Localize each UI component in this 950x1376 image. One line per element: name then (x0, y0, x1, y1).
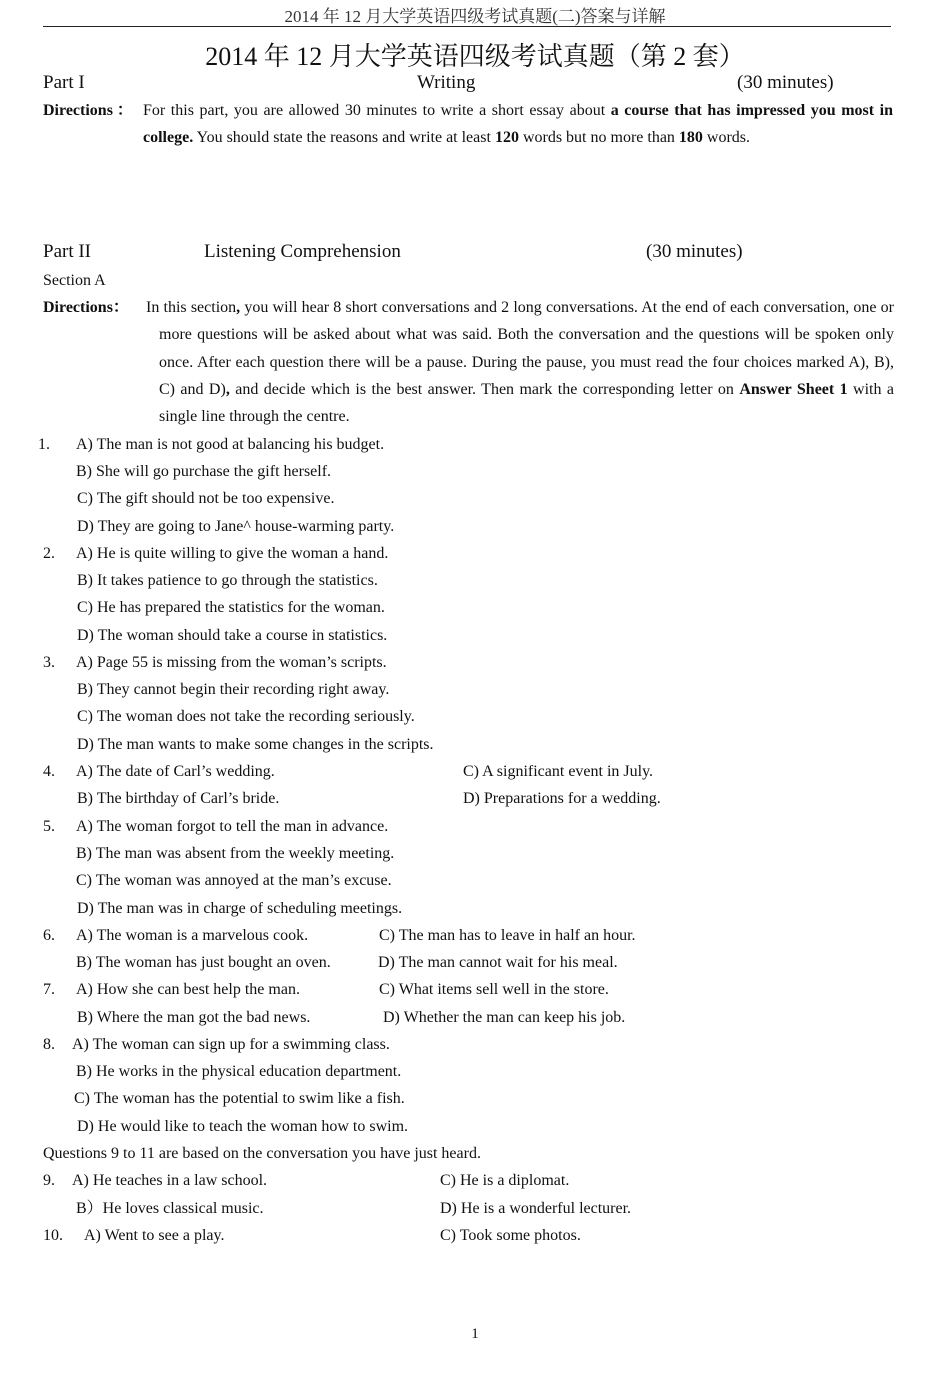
part2-directions: In this section, you will hear 8 short conversations and 2 long conversations. At the end of each conversation, one or more questions will be asked about what was said. Both the conversation and the questions will be spoken only once. After each question there will be a pause. During the pause, you must read the four choices marked A), B), C) and D), and decide which is the best answer. Then mark the corresponding letter on Answer Sheet 1 with a single line through the centre. (146, 299, 895, 426)
page-number: 1 (471, 1326, 479, 1342)
section-a-heading: Section A (43, 272, 106, 289)
header-rule (43, 26, 891, 27)
question-number: 7. (43, 981, 55, 998)
option-b: B) Where the man got the bad news. (77, 1009, 311, 1026)
option-d: D) He is a wonderful lecturer. (440, 1200, 632, 1217)
question-number: 6. (43, 927, 55, 944)
option-d: D) Preparations for a wedding. (463, 790, 661, 807)
part1-directions-label: Directions ： (43, 102, 133, 119)
option-a: A) The woman forgot to tell the man in advance. (76, 818, 389, 835)
option-d: D) The woman should take a course in statistics. (77, 627, 388, 644)
option-c: C) The gift should not be too expensive. (77, 490, 335, 507)
option-b: B) She will go purchase the gift herself. (76, 463, 332, 480)
option-a: A) The date of Carl’s wedding. (76, 763, 275, 780)
option-c: C) Took some photos. (440, 1227, 581, 1244)
option-a: A) Went to see a play. (84, 1227, 225, 1244)
question-number: 3. (43, 654, 55, 671)
long-conversation-note: Questions 9 to 11 are based on the conversation you have just heard. (43, 1145, 481, 1162)
option-b: B) The birthday of Carl’s bride. (77, 790, 280, 807)
option-c: C) A significant event in July. (463, 763, 654, 780)
question-number: 2. (43, 545, 55, 562)
part1-directions: For this part, you are allowed 30 minutes to write a short essay about a course that has impressed you most in college. You should state the reasons and write at least 120 words but no more than 180 words. (143, 102, 894, 147)
option-b: B) He works in the physical education department. (76, 1063, 402, 1080)
option-c: C) The man has to leave in half an hour. (379, 927, 636, 944)
part1-name: Writing (417, 72, 476, 93)
option-c: C) What items sell well in the store. (379, 981, 609, 998)
question-number: 9. (43, 1172, 55, 1189)
question-number: 8. (43, 1036, 55, 1053)
option-b: B) The man was absent from the weekly meeting. (76, 845, 395, 862)
option-b: B) It takes patience to go through the statistics. (77, 572, 378, 589)
option-c: C) He has prepared the statistics for the woman. (77, 599, 385, 616)
option-c: C) The woman does not take the recording seriously. (77, 708, 415, 725)
part2-name: Listening Comprehension (204, 241, 401, 262)
part2-time: (30 minutes) (646, 241, 743, 262)
question-number: 10. (43, 1227, 63, 1244)
running-head: 2014 年 12 月大学英语四级考试真题(二)答案与详解 (284, 7, 666, 26)
part2-label: Part II (43, 241, 92, 262)
option-a: A) He is quite willing to give the woman a hand. (76, 545, 389, 562)
part1-label: Part I (43, 72, 85, 93)
option-a: A) The woman is a marvelous cook. (76, 927, 309, 944)
option-a: A) Page 55 is missing from the woman’s scripts. (76, 654, 387, 671)
option-d: D) The man cannot wait for his meal. (378, 954, 618, 971)
option-d: D) Whether the man can keep his job. (383, 1009, 626, 1026)
option-d: D) The man wants to make some changes in the scripts. (77, 736, 434, 753)
option-c: C) The woman was annoyed at the man’s excuse. (76, 872, 392, 889)
option-d: D) He would like to teach the woman how to swim. (77, 1118, 409, 1135)
option-a: A) How she can best help the man. (76, 981, 300, 998)
option-b: B）He loves classical music. (76, 1200, 264, 1217)
option-d: D) The man was in charge of scheduling meetings. (77, 900, 403, 917)
question-number: 5. (43, 818, 55, 835)
option-a: A) The man is not good at balancing his budget. (76, 436, 385, 453)
part2-directions-label: Directions： (43, 299, 129, 316)
option-b: B) They cannot begin their recording right away. (77, 681, 390, 698)
page-title: 2014 年 12 月大学英语四级考试真题（第 2 套） (205, 42, 745, 71)
option-d: D) They are going to Jane^ house-warming party. (77, 518, 395, 535)
option-c: C) The woman has the potential to swim like a fish. (74, 1090, 405, 1107)
question-number: 4. (43, 763, 55, 780)
option-b: B) The woman has just bought an oven. (76, 954, 331, 971)
option-a: A) The woman can sign up for a swimming class. (72, 1036, 390, 1053)
part1-time: (30 minutes) (737, 72, 834, 93)
question-number: 1. (38, 436, 50, 453)
option-c: C) He is a diplomat. (440, 1172, 570, 1189)
option-a: A) He teaches in a law school. (72, 1172, 268, 1189)
